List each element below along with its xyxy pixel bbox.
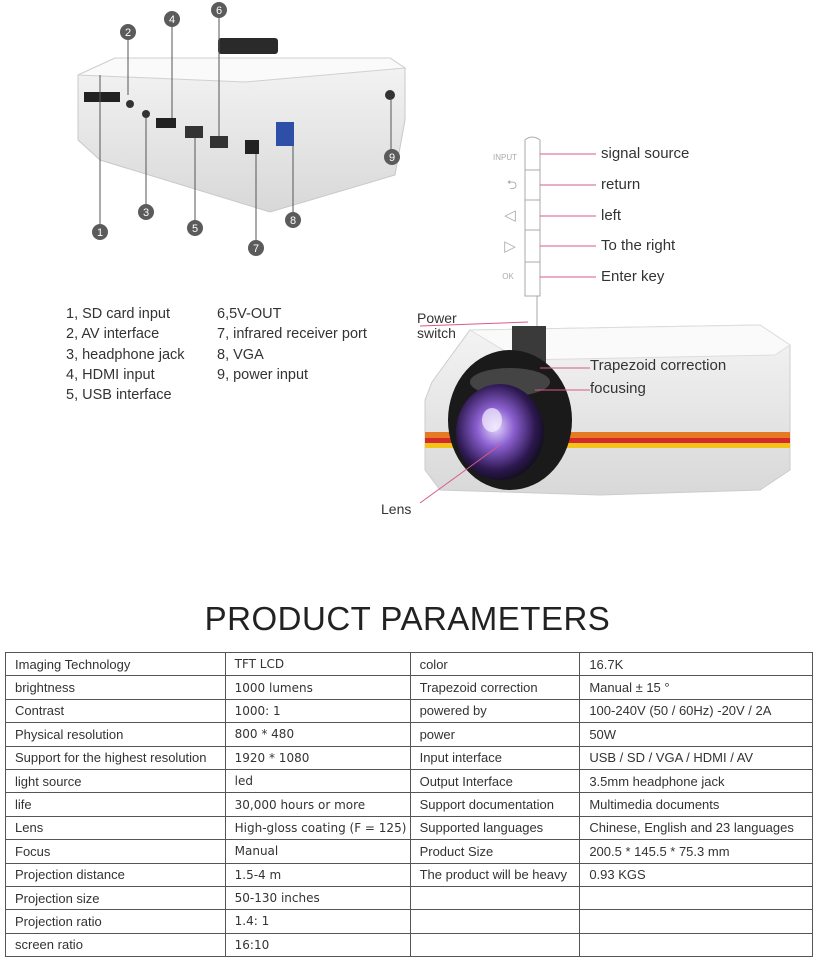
table-row [6, 653, 813, 676]
parameter-name-cell: Projection size [6, 886, 226, 909]
legend-item: 8, VGA [217, 346, 264, 363]
parameter-name-cell [410, 910, 580, 933]
parameter-name-cell: Support documentation [410, 793, 580, 816]
port-legend-right [217, 304, 367, 385]
parameter-value-cell: 200.5 * 145.5 * 75.3 mm [580, 840, 813, 863]
port-badge [248, 240, 264, 256]
table-row [6, 840, 813, 863]
focusing-label: focusing [590, 380, 646, 397]
parameters-table [5, 652, 813, 957]
parameter-name-cell: light source [6, 769, 226, 792]
parameter-value-cell [580, 910, 813, 933]
parameter-name-cell: Projection distance [6, 863, 226, 886]
parameter-name-cell: Support for the highest resolution [6, 746, 226, 769]
parameter-name-cell: screen ratio [6, 933, 226, 956]
parameters-table-body [6, 653, 813, 957]
table-row [6, 816, 813, 839]
parameter-name-cell: Projection ratio [6, 910, 226, 933]
parameter-value-cell: 1920 * 1080 [225, 746, 410, 769]
parameter-name-cell: Physical resolution [6, 723, 226, 746]
legend-item: 2, AV interface [66, 326, 160, 343]
parameter-name-cell [410, 933, 580, 956]
parameter-name-cell: Lens [6, 816, 226, 839]
parameter-value-cell: 100-240V (50 / 60Hz) -20V / 2A [580, 699, 813, 722]
parameter-name-cell: Input interface [410, 746, 580, 769]
parameter-name-cell: The product will be heavy [410, 863, 580, 886]
port-badge [187, 220, 203, 236]
parameter-value-cell: 800 * 480 [225, 723, 410, 746]
table-row [6, 676, 813, 699]
table-row [6, 699, 813, 722]
parameter-name-cell: Output Interface [410, 769, 580, 792]
svg-text:2: 2 [124, 27, 132, 39]
right-arrow-icon: ▷ [504, 238, 516, 255]
legend-item: 3, headphone jack [66, 346, 185, 363]
svg-text:3: 3 [142, 207, 150, 219]
parameter-value-cell: High-gloss coating (F = 125) [225, 816, 410, 839]
port-badge [138, 204, 154, 220]
port-badge [92, 224, 108, 240]
return-icon: ⮌ [506, 177, 518, 192]
legend-item: 5, USB interface [66, 387, 172, 404]
parameter-name-cell: life [6, 793, 226, 816]
svg-text:4: 4 [168, 14, 176, 26]
parameter-value-cell [580, 933, 813, 956]
parameter-value-cell: 50W [580, 723, 813, 746]
table-row [6, 863, 813, 886]
return-label: return [601, 176, 641, 193]
parameter-name-cell: powered by [410, 699, 580, 722]
parameter-value-cell: 3.5mm headphone jack [580, 769, 813, 792]
parameter-value-cell: 30,000 hours or more [225, 793, 410, 816]
signal-source-label: signal source [601, 145, 690, 162]
table-row [6, 793, 813, 816]
table-row [6, 769, 813, 792]
parameter-name-cell [410, 886, 580, 909]
parameter-name-cell: Focus [6, 840, 226, 863]
parameter-value-cell: 0.93 KGS [580, 863, 813, 886]
projector-front-view [420, 322, 790, 503]
table-row [6, 746, 813, 769]
parameter-name-cell: Supported languages [410, 816, 580, 839]
port-legend-left [66, 304, 185, 405]
parameter-name-cell: Trapezoid correction [410, 676, 580, 699]
ok-button-mark: OK [502, 272, 514, 281]
control-buttons-diagram [493, 137, 596, 328]
legend-item: 9, power input [217, 366, 309, 383]
parameter-value-cell: 1.4: 1 [225, 910, 410, 933]
enter-key-label: Enter key [601, 268, 665, 285]
svg-text:5: 5 [191, 223, 199, 235]
power-switch-label: Power switch [417, 310, 457, 341]
port-badge [164, 11, 180, 27]
parameter-name-cell: Imaging Technology [6, 653, 226, 676]
parameter-name-cell: Product Size [410, 840, 580, 863]
parameter-value-cell: TFT LCD [225, 653, 410, 676]
parameter-value-cell [580, 886, 813, 909]
parameter-value-cell: Manual [225, 840, 410, 863]
port-badge [384, 149, 400, 165]
port-badge [211, 2, 227, 18]
section-title: PRODUCT PARAMETERS [204, 600, 611, 637]
svg-text:7: 7 [252, 243, 260, 255]
svg-text:6: 6 [215, 5, 223, 17]
table-row [6, 723, 813, 746]
parameter-name-cell: color [410, 653, 580, 676]
table-row [6, 910, 813, 933]
parameter-value-cell: Chinese, English and 23 languages [580, 816, 813, 839]
parameter-name-cell: power [410, 723, 580, 746]
svg-text:8: 8 [289, 215, 297, 227]
projector-rear-view [78, 10, 405, 242]
left-label: left [601, 207, 622, 224]
parameter-name-cell: Contrast [6, 699, 226, 722]
svg-text:1: 1 [96, 227, 104, 239]
parameter-value-cell: 1000: 1 [225, 699, 410, 722]
table-row [6, 933, 813, 956]
trapezoid-correction-label: Trapezoid correction [590, 357, 727, 374]
table-row [6, 886, 813, 909]
legend-item: 1, SD card input [66, 306, 170, 322]
parameter-value-cell: led [225, 769, 410, 792]
svg-text:9: 9 [388, 152, 396, 164]
parameter-value-cell: USB / SD / VGA / HDMI / AV [580, 746, 813, 769]
parameter-value-cell: 16.7K [580, 653, 813, 676]
legend-item: 6,5V-OUT [217, 306, 282, 322]
lens-label: Lens [381, 501, 412, 517]
port-badge [120, 24, 136, 40]
parameter-name-cell: brightness [6, 676, 226, 699]
legend-item: 4, HDMI input [66, 366, 155, 383]
legend-item: 7, infrared receiver port [217, 326, 367, 343]
parameter-value-cell: 1.5-4 m [225, 863, 410, 886]
parameter-value-cell: 50-130 inches [225, 886, 410, 909]
right-label: To the right [601, 237, 676, 254]
parameter-value-cell: 1000 lumens [225, 676, 410, 699]
parameter-value-cell: Multimedia documents [580, 793, 813, 816]
port-badge [285, 212, 301, 228]
input-button-mark: INPUT [493, 153, 517, 162]
parameter-value-cell: Manual ± 15 ° [580, 676, 813, 699]
left-arrow-icon: ◁ [504, 207, 516, 224]
parameter-value-cell: 16:10 [225, 933, 410, 956]
